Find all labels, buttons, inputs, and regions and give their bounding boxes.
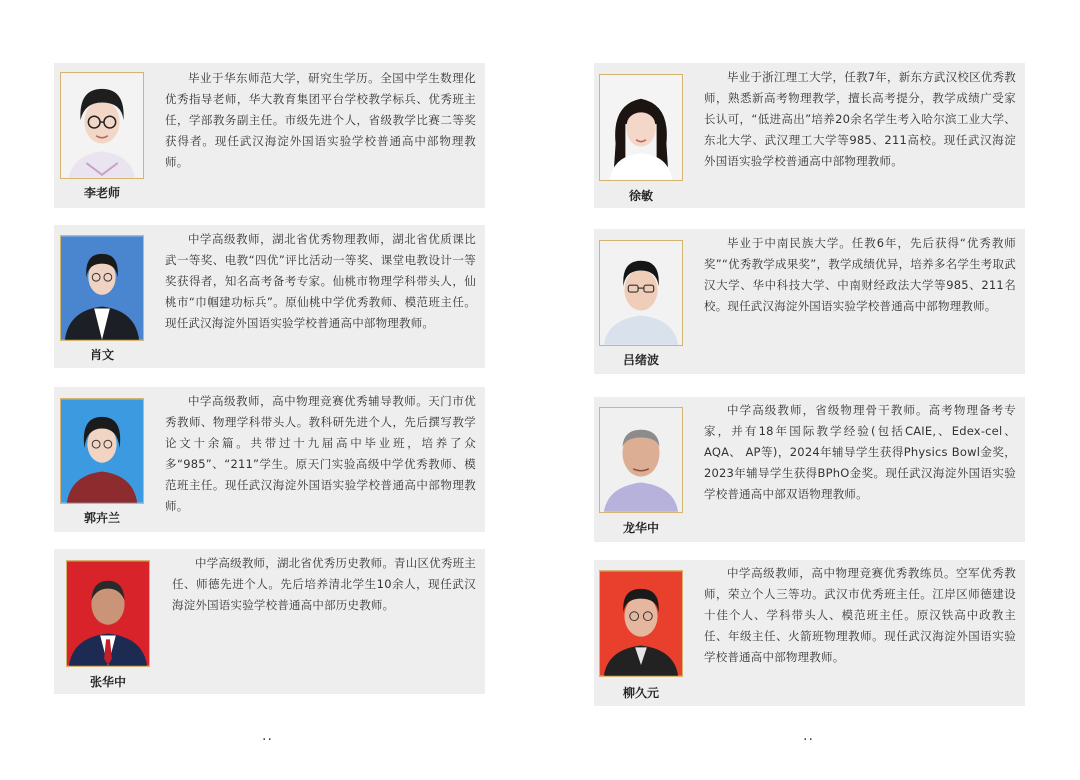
portrait-image bbox=[600, 571, 682, 676]
teacher-bio: 中学高级教师，高中物理竞赛优秀教练员。空军优秀教师，荣立个人三等功。武汉市优秀班主任。江岸区师德建设十佳个人、学科带头人、模范班主任。原汉铁高中政教主任、年级主任、火箭班物理教师。现任武汉海淀外国语实验学校普通高中部物理教师。 bbox=[704, 566, 1016, 664]
portrait-image bbox=[61, 73, 143, 178]
teacher-name: 柳久元 bbox=[622, 686, 659, 700]
teacher-card bbox=[54, 225, 485, 368]
teacher-card bbox=[594, 397, 1025, 542]
teacher-name: 龙华中 bbox=[622, 521, 659, 535]
teacher-bio: 中学高级教师，省级物理骨干教师。高考物理备考专家，并有18年国际教学经验(包括CAIE,、Edex-cel、 AQA、 AP等)，2024年辅导学生获得Physics Bowl金奖，2023年辅导学生获得BPhO金奖。现任武汉海淀外国语实验学校普通高中部双语物理教师。 bbox=[704, 403, 1016, 501]
teacher-photo bbox=[60, 398, 144, 504]
teacher-card bbox=[594, 63, 1025, 208]
teacher-name: 张华中 bbox=[89, 675, 126, 689]
page-marker-left: .. bbox=[262, 728, 273, 744]
page-marker-right: .. bbox=[803, 728, 814, 744]
teacher-card bbox=[54, 387, 485, 532]
portrait-image bbox=[61, 399, 143, 503]
teacher-photo bbox=[599, 570, 683, 677]
teacher-photo bbox=[599, 74, 683, 181]
teacher-card bbox=[594, 229, 1025, 374]
teacher-photo bbox=[66, 560, 150, 667]
teacher-bio: 毕业于华东师范大学，研究生学历。全国中学生数理化优秀指导老师，华大教育集团平台学校教学标兵、优秀班主任，学部教务副主任。市级先进个人，省级教学比赛二等奖获得者。现任武汉海淀外国语实验学校普通高中部物理教师。 bbox=[165, 71, 476, 169]
teacher-bio: 毕业于浙江理工大学，任教7年，新东方武汉校区优秀教师，熟悉新高考物理教学，擅长高考提分，教学成绩广受家长认可，“低进高出”培养20余名学生考入哈尔滨工业大学、东北大学、武汉理工大学等985、211高校。现任武汉海淀外国语实验学校普通高中部物理教师。 bbox=[704, 70, 1016, 168]
teacher-name: 郭卉兰 bbox=[83, 511, 120, 525]
teacher-photo bbox=[60, 72, 144, 179]
teacher-card bbox=[54, 549, 485, 694]
teacher-bio: 中学高级教师，湖北省优秀历史教师。青山区优秀班主任、师德先进个人。先后培养清北学生10余人，现任武汉海淀外国语实验学校普通高中部历史教师。 bbox=[172, 556, 476, 612]
teacher-name: 肖文 bbox=[89, 348, 114, 362]
teacher-card bbox=[54, 63, 485, 208]
teacher-bio: 中学高级教师，高中物理竞赛优秀辅导教师。天门市优秀教师、物理学科带头人。教科研先进个人，先后撰写教学论文十余篇。共带过十九届高中毕业班，培养了众多“985”、“211”学生。原天门实验高级中学优秀教师、模范班主任。现任武汉海淀外国语实验学校普通高中部物理教师。 bbox=[165, 394, 476, 513]
portrait-image bbox=[600, 75, 682, 180]
teacher-bio: 中学高级教师，湖北省优秀物理教师，湖北省优质课比武一等奖、电教“四优”评比活动一等奖、课堂电教设计一等奖获得者，知名高考备考专家。仙桃市物理学科带头人，仙桃市“巾帼建功标兵”。原仙桃中学优秀教师、模范班主任。现任武汉海淀外国语实验学校普通高中部物理教师。 bbox=[165, 232, 476, 330]
teacher-photo bbox=[599, 407, 683, 513]
portrait-image bbox=[61, 236, 143, 340]
teacher-name: 徐敏 bbox=[628, 189, 653, 203]
teacher-name: 李老师 bbox=[83, 186, 120, 200]
portrait-image bbox=[67, 561, 149, 666]
teacher-photo bbox=[599, 240, 683, 346]
teacher-name: 吕绪波 bbox=[622, 353, 659, 367]
portrait-image bbox=[600, 408, 682, 512]
portrait-image bbox=[600, 241, 682, 345]
teacher-photo bbox=[60, 235, 144, 341]
teacher-bio: 毕业于中南民族大学。任教6年，先后获得“优秀教师奖”“优秀教学成果奖”，教学成绩优异，培养多名学生考取武汉大学、华中科技大学、中南财经政法大学等985、211名校。现任武汉海淀外国语实验学校普通高中部物理教师。 bbox=[704, 236, 1016, 313]
teacher-card bbox=[594, 560, 1025, 706]
